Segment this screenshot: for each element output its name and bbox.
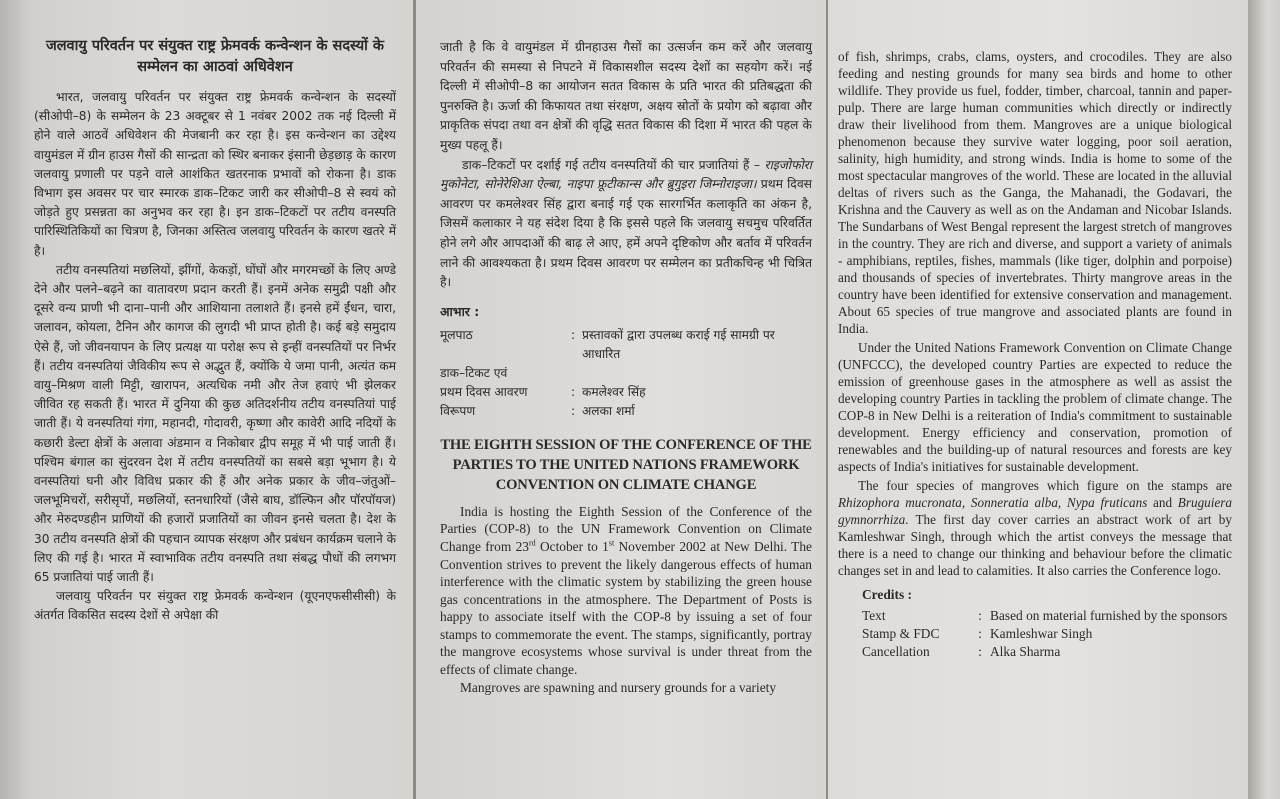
species-names: Bruguiera gymnorrhiza	[838, 495, 1233, 527]
ack-row: विरूपण : अलका शर्मा	[440, 402, 812, 421]
hindi-paragraph-4: जाती है कि वे वायुमंडल में ग्रीनहाउस गैसों का उत्सर्जन कम करें और जलवायु परिवर्तन की समस्या से निपटने में विकासशील सदस्य देशों का सहयोग करें। नई दिल्ली में सीओपी–8 का आयोजन सतत विकास के प्रति भारत की प्रतिबद्धता की पुनरुक्ति है। ऊर्जा की किफायत तथा संरक्षण, अक्षय स्रोतों के प्रयोग को बढ़ावा और प्राकृतिक संपदा तथा वन क्षेत्रों की वृद्धि सतत विकास की दिशा में भारत की पहल के मुख्य पहलू हैं।	[440, 40, 812, 152]
ack-value: कमलेश्वर सिंह	[582, 384, 646, 399]
fdc-description-hindi: प्रथम दिवस आवरण पर कमलेश्वर सिंह द्वारा बनाई गई एक सारगर्भित कलाकृति का अंकन है, जिसमें कलाकार ने यह संदेश दिया है कि इससे पहले कि जलवायु सचमुच परिवर्तित होने लगे और आपदाओं की बाढ़ ले आए, हमें अपने दृष्टिकोण और बर्ताव में परिवर्तन लाने की आवश्यकता है। प्रथम दिवस आवरण पर सम्मेलन का प्रतीकचिन्ह भी चित्रित है।	[440, 177, 812, 290]
credit-row: Text : Based on material furnished by the sponsors	[862, 607, 1232, 625]
hindi-paragraph-5	[440, 156, 812, 293]
credit-value: Alka Sharma	[990, 644, 1061, 659]
hindi-panel-left	[0, 0, 414, 799]
folder-edge	[1248, 0, 1280, 799]
english-paragraph-4: Under the United Nations Framework Convention on Climate Change (UNFCCC), the developed country Parties are expected to reduce the emission of greenhouse gases in the atmosphere as well as assist the developing country Parties in tackling the problem of climate change. The COP-8 in New Delhi is a reiteration of India's commitment to sustainable development. Energy efficiency and conservation, promotion of renewables and the building-up of natural resources and forests are key aspects of India's initiatives for sustainable development.	[838, 340, 1232, 474]
en-text: The four species of mangroves which figure on the stamps are	[858, 478, 1232, 493]
species-intro: डाक–टिकटों पर दर्शाई गई तटीय वनस्पतियों की चार प्रजातियां हैं –	[462, 157, 761, 172]
credits-table	[862, 607, 1232, 661]
acknowledgement-table	[440, 326, 812, 421]
credit-row: Cancellation : Alka Sharma	[862, 643, 1232, 661]
credit-key: Text	[862, 608, 886, 623]
ack-key: डाक–टिकट एवं	[440, 365, 508, 380]
english-paragraph-3: of fish, shrimps, crabs, clams, oysters, and crocodiles. They are also feeding and nesting grounds for many sea birds and home to other wildlife. They provide us fuel, fodder, timber, charcoal, tannin and paper-pulp. There are large human communities which directly or indirectly draw their livelihood from them. Mangroves are a unique biological phenomenon because they survive water logging, poor soil aeration, salinity, high humidity, and strong winds. India is home to some of the most spectacular mangroves of the world. These are located in the alluvial deltas of rivers such as the Ganga, the Mahanadi, the Godavari, the Krishna and the Cauvery as well as on the Andaman and Nicobar Islands. The Sundarbans of West Bengal represent the largest stretch of mangroves in the country. They are rich and diverse, and support a variety of animals - amphibians, reptiles, fishes, mammals (like tiger, dolphin and porpoise) and thousands of species of invertebrates. Thirty mangrove areas in the country have been identified for extensive conservation and management. About 65 species of true mangrove and associated plants are found in India.	[838, 49, 1232, 336]
ack-value: प्रस्तावकों द्वारा उपलब्ध कराई गई सामग्री पर आधारित	[582, 327, 775, 361]
ack-value: अलका शर्मा	[582, 403, 635, 418]
english-paragraph-1	[440, 503, 812, 679]
credit-value: Based on material furnished by the sponsors	[990, 608, 1228, 623]
species-names: Rhizophora mucronata, Sonneratia alba, Nypa fruticans	[838, 495, 1148, 510]
species-names-hindi: राइजोफोरा मुकोनेटा, सोनेरेशिआ ऐल्बा, नाइपा फ्रूटीकान्स और ब्रुगुइरा जिम्नोराइजा।	[440, 157, 812, 192]
english-paragraph-2: Mangroves are spawning and nursery grounds for a variety	[460, 679, 777, 695]
en-text: October to 1	[535, 538, 609, 554]
en-text: . The first day cover carries an abstract work of art by Kamleshwar Singh, through which the artist conveys the message that there is a need to change our thinking and behaviour before the climatic changes set in and lead to calamities. It also carries the Conference logo.	[838, 512, 1232, 578]
en-text: India is hosting the Eighth Session of the Conference of the Parties (COP-8) to the UN Framework Convention on Climate Change from 23	[440, 503, 812, 554]
ack-row: प्रथम दिवस आवरण : कमलेश्वर सिंह	[440, 383, 812, 402]
credit-key: Stamp & FDC	[862, 626, 940, 641]
credit-key: Cancellation	[862, 644, 930, 659]
en-text: November 2002 at New Delhi. The Convention strives to prevent the likely dangerous effects of human interference with the climatic system by stabilizing the green house gas concentrations in the atmosphere. The Department of Posts is happy to associate itself with the COP-8 by issuing a set of four stamps to commemorate the event. The stamps, significantly, portray the mangrove ecosystems whose survival is under threat from the effects of climate change.	[440, 538, 812, 678]
middle-panel	[416, 0, 826, 799]
english-panel-right	[828, 0, 1248, 799]
ack-key: मूलपाठ	[440, 327, 473, 342]
en-text: and	[1147, 495, 1178, 510]
hindi-paragraph-2: तटीय वनस्पतियां मछलियों, झींगों, केकड़ों, घोंघों और मगरमच्छों के लिए अण्डे देने और पलने–बढ़ने का वातावरण प्रदान करती हैं। इनमें अनेक समुद्री पक्षी और दूसरे वन्य प्राणी भी दाना–पानी और आशियाना तलाशते हैं। इनसे हमें ईंधन, चारा, जलावन, कोयला, टैनिन और कागज की लुगदी भी प्राप्त होती है। कई बड़े समुदाय ऐसे हैं, जो जीवनयापन के लिए प्रत्यक्ष या परोक्ष रूप से इन्हीं वनस्पतियों पर निर्भर हैं। तटीय वनस्पतियां जैविकीय रूप से अद्भुत हैं, क्योंकि ये जमा पानी, अत्यंत कम वायु–मिश्रण वाली मिट्टी, खारापन, अत्यधिक नमी और तेज हवाएं भी झेलकर जीवित रह सकती हैं। भारत में दुनिया की कुछ अतिदर्शनीय तटीय वनस्पतियां पाई जाती हैं। ये वनस्पतियां गंगा, महानदी, गोदावरी, कृष्णा और कावेरी आदि नदियों के कछारी डेल्टा क्षेत्रों के अलावा अंडमान व निकोबार द्वीप समूह में भी पाई जाती हैं। पश्चिम बंगाल का सुंदरवन देश में तटीय वनस्पतियों का सबसे बड़ा भूभाग है। ये वनस्पतियां घनी और विविध प्रकार की हैं और अनेक प्रकार के जीव–जंतुओं–जलभूमिचरों, सरीसृपों, मछलियों, स्तनधारियों (जैसे बाघ, डॉल्फिन और पॉरपॉयज) और मेरुदण्डहीन प्राणियों की हजारों प्रजातियों का जीवन इनसे चलता है। देश के 30 तटीय वनस्पति क्षेत्रों की पहचान व्यापक संरक्षण और प्रबंधन कार्यक्रम चलाने के लिए की गई है। भारत में स्वाभाविक तटीय वनस्पति तथा संबद्ध पौधों की लगभग 65 प्रजातियां पाई जाती हैं।	[34, 262, 396, 585]
ack-row: मूलपाठ : प्रस्तावकों द्वारा उपलब्ध कराई गई सामग्री पर आधारित	[440, 326, 812, 364]
ack-key: प्रथम दिवस आवरण	[440, 384, 528, 399]
hindi-paragraph-1: भारत, जलवायु परिवर्तन पर संयुक्त राष्ट्र फ्रेमवर्क कन्वेन्शन के सदस्यों (सीओपी–8) के सम्मेलन के 23 अक्टूबर से 1 नवंबर 2002 तक नई दिल्ली में होने वाले आठवें अधिवेशन की मेजबानी कर रहा है। इस कन्वेन्शन का उद्देश्य वायुमंडल में ग्रीन हाउस गैसों की सान्द्रता को स्थिर बनाकर इंसानी छेड़छाड़ के कारण जलवायु प्रणाली पर पड़ने वाले आशंकित खतरनाक प्रभावों को रोकना है। डाक विभाग इस अवसर पर चार स्मारक डाक–टिकट जारी कर सीओपी–8 से स्वयं को जोड़ते हुए प्रसन्नता का अनुभव कर रहा है। इन डाक–टिकटों पर तटीय वनस्पति पारिस्थितिकियों का चित्रण है, जिनका अस्तित्व जलवायु परिवर्तन के कारण खतरे में है।	[34, 90, 396, 258]
ordinal-suffix: rd	[528, 538, 536, 548]
english-title: THE EIGHTH SESSION OF THE CONFERENCE OF THE PARTIES TO THE UNITED NATIONS FRAMEWORK CONVENTION ON CLIMATE CHANGE	[440, 436, 812, 493]
credits-heading: Credits :	[862, 587, 912, 602]
ack-value	[582, 364, 812, 383]
ordinal-suffix: st	[608, 538, 615, 548]
english-paragraph-5	[838, 477, 1232, 579]
credit-row: Stamp & FDC : Kamleshwar Singh	[862, 625, 1232, 643]
credit-value: Kamleshwar Singh	[990, 626, 1093, 641]
hindi-title: जलवायु परिवर्तन पर संयुक्त राष्ट्र फ्रेमवर्क कन्वेन्शन के सदस्यों के सम्मेलन का आठवां अधिवेशन	[45, 38, 385, 75]
acknowledgement-heading: आभार :	[440, 303, 480, 319]
ack-row	[440, 364, 812, 383]
hindi-paragraph-3: जलवायु परिवर्तन पर संयुक्त राष्ट्र फ्रेमवर्क कन्वेन्शन (यूएनएफसीसीसी) के अंतर्गत विकसित सदस्य देशों से अपेक्षा की	[34, 589, 396, 623]
page-shadow	[0, 0, 30, 799]
ack-key: विरूपण	[440, 403, 476, 418]
